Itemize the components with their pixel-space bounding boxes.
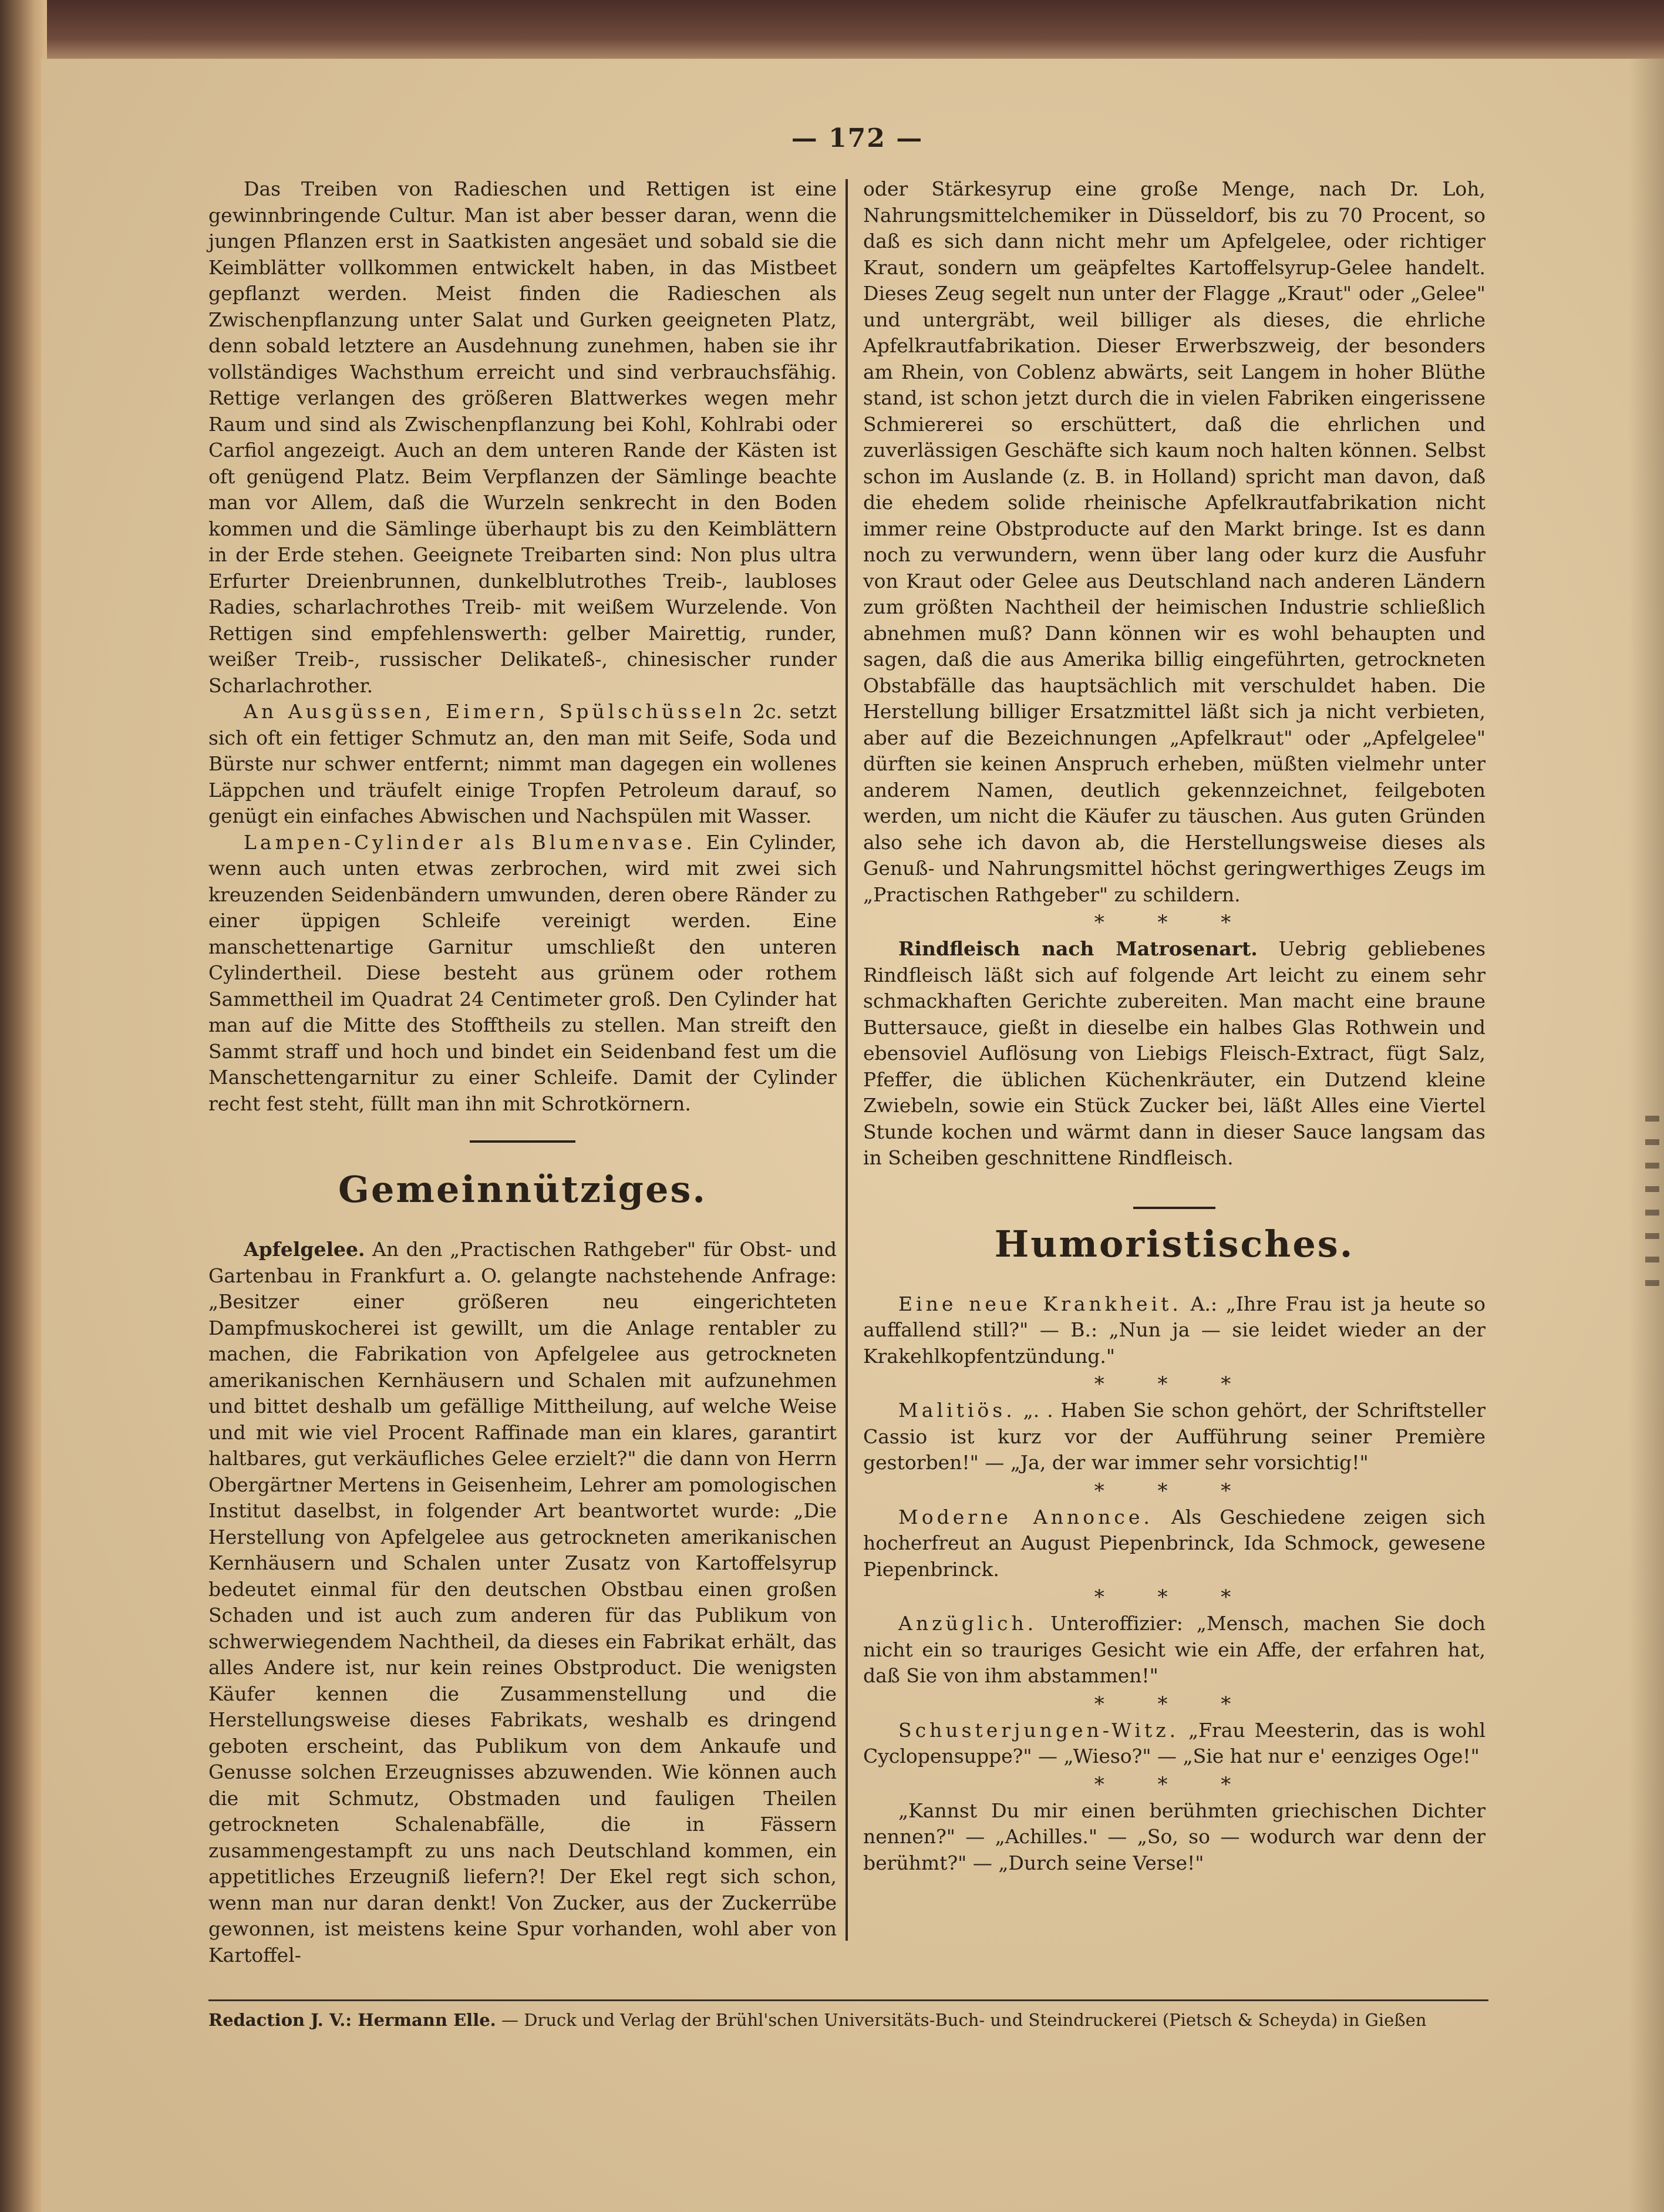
radishes-paragraph: Das Treiben von Radieschen und Rettigen ist eine gewinnbringende Cultur. Man ist aber besser daran, wenn die jungen Pflanzen erst in Saatkisten angesäet und sobald sie die Keimblätter vollkommen entwickelt haben, in das Mistbeet gepflanzt werden. Meist finden die Radieschen als Zwischenpflanzung unter Salat und Gurken geeigneten Platz, denn sobald letztere an Ausdehnung zunehmen, haben sie ihr vollständiges Wachsthum erreicht und sind verbrauchsfähig. Rettige verlangen des größeren Blattwerkes wegen mehr Raum und sind als Zwischenpflanzung bei Kohl, Kohlrabi oder Carfiol angezeigt. Auch an dem unteren Rande der Kästen ist oft genügend Platz. Beim Verpflanzen der Sämlinge beachte man vor Allem, daß die Wurzeln senkrecht in den Boden kommen und die Sämlinge überhaupt bis zu den Keimblättern in der Erde stehen. Geeignete Treibarten sind: Non plus ultra Erfurter Dreienbrunnen, dunkelblutrothes Treib-, laubloses Radies, scharlachrothes Treib- mit weißem Wurzelende. Von Rettigen sind empfehlenswerth: gelber Mairettig, runder, weißer Treib-, russischer Delikateß-, chinesischer runder Scharlachrother. (208, 177, 837, 697)
apple-jelly-heading: Apfelgelee. (244, 1238, 365, 1261)
joke-suggestive-text: Unteroffizier: „Mensch, machen Sie doch nicht ein so trauriges Gesicht wie ein Affe, der erfahren hat, daß Sie von ihm abstammen!" (863, 1612, 1486, 1687)
joke-suggestive (863, 1611, 1486, 1689)
sinks-text: 2c. setzt sich oft ein fettiger Schmutz an, den man mit Seife, Soda und Bürste nur schwer entfernt; nimmt man dagegen ein wollenes Läppchen und träufelt einige Tropfen Petroleum darauf, so genügt ein einfaches Abwischen und Nachspülen mit Wasser. (208, 700, 837, 827)
separator-stars: * * * (1094, 1585, 1255, 1609)
joke-illness-heading: Eine neue Krankheit. (898, 1292, 1182, 1315)
imprint-printer: — Druck und Verlag der Brühl'schen Universitäts-Buch- und Steindruckerei (Pietsch & Scheyda) in Gießen (496, 2010, 1427, 2030)
section-rule (470, 1140, 575, 1143)
lamp-vase-text: Ein Cylinder, wenn auch unten etwas zerbrochen, wird mit zwei sich kreuzenden Seidenbändern umwunden, deren obere Ränder zu einer üppigen Schleife vereinigt werden. Eine manschettenartige Garnitur umschließt den unteren Cylindertheil. Diese besteht aus grünem oder rothem Sammettheil im Quadrat 24 Centimeter groß. Den Cylinder hat man auf die Mitte des Stofftheils zu stellen. Man streift den Sammt straff und hoch und bindet ein Seidenband fest um die Manschettengarnitur zu einer Schleife. Damit der Cylinder recht fest steht, füllt man ihn mit Schrotkörnern. (208, 830, 837, 1115)
sinks-heading: An Ausgüssen, Eimern, Spülschüsseln (244, 700, 746, 723)
section-title-gemeinnuetziges: Gemeinnütziges. (338, 1168, 707, 1211)
beef-text: Uebrig gebliebenes Rindfleisch läßt sich auf folgende Art leicht zu einem sehr schmackhaften Gerichte zubereiten. Man macht eine braune Buttersauce, gießt in dieselbe ein halbes Glas Rothwein und ebensoviel Auflösung von Liebigs Fleisch-Extract, fügt Salz, Pfeffer, die üblichen Küchenkräuter, ein Dutzend kleine Zwiebeln, sowie ein Stück Zucker bei, läßt Alles eine Viertel Stunde kochen und wärmt dann in dieser Sauce langsam das in Scheiben geschnittene Rindfleisch. (863, 937, 1486, 1169)
separator-stars: * * * (1094, 1479, 1255, 1503)
joke-illness-text: A.: „Ihre Frau ist ja heute so auffallend still?" — B.: „Nun ja — sie leidet wieder an der Krakehlkopfentzündung." (863, 1292, 1486, 1368)
joke-suggestive-heading: Anzüglich. (898, 1612, 1038, 1635)
joke-illness (863, 1291, 1486, 1370)
separator-stars: * * * (1094, 1692, 1255, 1716)
apple-jelly-continued: oder Stärkesyrup eine große Menge, nach Dr. Loh, Nahrungsmittelchemiker in Düsseldorf, bis zu 70 Procent, so daß es sich dann nicht mehr um Apfelgelee, oder richtiger Kraut, sondern um geäpfeltes Kartoffelsyrup-Gelee handelt. Dieses Zeug segelt nun unter der Flagge „Kraut" oder „Gelee" und untergräbt, weil billiger als dieses, die ehrliche Apfelkrautfabrikation. Dieser Erwerbszweig, der besonders am Rhein, von Coblenz abwärts, seit Langem in hoher Blüthe stand, ist schon jetzt durch die in vielen Fabriken eingerissene Schmiererei so erschüttert, daß die ehrlichen und zuverlässigen Geschäfte sich kaum noch halten können. Selbst schon im Auslande (z. B. in Holland) spricht man davon, daß die ehedem solide rheinische Apfelkrautfabrikation nicht immer reine Obstproducte auf den Markt bringe. Ist es dann noch zu verwundern, wenn über lang oder kurz die Ausfuhr von Kraut oder Gelee aus Deutschland nach anderen Ländern zum größten Nachtheil der heimischen Industrie schließlich abnehmen muß? Dann können wir es wohl behaupten und sagen, daß die aus Amerika billig eingeführten, getrockneten Obstabfälle das hauptsächlich mit verschuldet haben. Die Herstellung billiger Ersatzmittel läßt sich ja nicht verbieten, aber auf die Bezeichnungen „Apfelkraut" oder „Apfelgelee" dürften sie keinen Anspruch erheben, müßten vielmehr unter anderem Namen, deutlich gekennzeichnet, feilgeboten werden, um nicht die Käufer zu täuschen. Aus guten Gründen also sehe ich davon ab, die Herstellungsweise dieses als Genuß- und Nahrungsmittel höchst geringwerthiges Zeugs im „Practischen Rathgeber" zu schildern. (863, 177, 1486, 906)
page-top-edge (23, 0, 1664, 65)
joke-announcement-text: Als Geschiedene zeigen sich hocherfreut an August Piepenbrinck, Ida Schmock, gewesene Piepenbrinck. (863, 1505, 1486, 1581)
imprint-editor: Redaction J. V.: Hermann Elle. (208, 2010, 496, 2030)
joke-cobbler (863, 1718, 1486, 1770)
separator-stars: * * * (1094, 911, 1255, 934)
joke-malicious-text: „. . Haben Sie schon gehört, der Schriftsteller Cassio ist kurz vor der Aufführung seiner Première gestorben!" — „Ja, der war immer sehr vorsichtig!" (863, 1399, 1486, 1474)
apple-jelly-text: An den „Practischen Rathgeber" für Obst- und Gartenbau in Frankfurt a. O. gelangte nachstehende Anfrage: „Besitzer einer größeren neu eingerichteten Dampfmuskocherei ist gewillt, um die Anlage rentabler zu machen, die Fabrikation von Apfelgelee aus getrockneten amerikanischen Kernhäusern und Schalen mit aufzunehmen und bittet deshalb um gefällige Mittheilung, auf welche Weise und mit wie viel Procent Raffinade man ein klares, garantirt haltbares, gut verkäufliches Gelee erzielt?" die dann von Herrn Obergärtner Mertens in Geisenheim, Lehrer am pomologischen Institut daselbst, in folgender Art beantwortet wurde: „Die Herstellung von Apfelgelee aus getrockneten amerikanischen Kernhäusern und Schalen unter Zusatz von Kartoffelsyrup bedeutet einmal für den deutschen Obstbau einen großen Schaden und ist auch zum anderen für das Publikum von schwerwiegendem Nachtheil, da dieses ein Fabrikat erhält, das alles Andere ist, nur kein reines Obstproduct. Die wenigsten Käufer kennen die Zusammenstellung und die Herstellungsweise dieses Fabrikats, weshalb es dringend geboten erscheint, das Publikum von dem Ankaufe und Genusse solchen Erzeugnisses abzuwenden. Wie können auch die mit Schmutz, Obstmaden und fauligen Theilen getrockneten Schalenabfälle, die in Fässern zusammengestampft zu uns nach Deutschland kommen, ein appetitliches Erzeugniß liefern?! Der Ekel regt sich schon, wenn man nur daran denkt! Von Zucker, aus der Zuckerrübe gewonnen, ist meistens keine Spur vorhanden, wohl aber von Kartoffel- (208, 1238, 837, 1967)
section-rule (1133, 1207, 1215, 1209)
separator-stars: * * * (1094, 1772, 1255, 1796)
beef-heading: Rindfleisch nach Matrosenart. (898, 937, 1258, 960)
section-title-humoristisches: Humoristisches. (994, 1222, 1355, 1265)
joke-announcement-heading: Moderne Annonce. (898, 1505, 1153, 1528)
book-binding (0, 0, 47, 2212)
separator-stars: * * * (1094, 1372, 1255, 1396)
lamp-vase-heading: Lampen-Cylinder als Blumenvase. (244, 830, 696, 854)
scan-ruler-marks (1645, 1116, 1659, 1292)
joke-poet: „Kannst Du mir einen berühmten griechischen Dichter nennen?" — „Achilles." — „So, so — wodurch war denn der berühmt?" — „Durch seine Verse!" (863, 1799, 1486, 1874)
apple-jelly-paragraph (208, 1237, 837, 1968)
page-number: — 172 — (791, 123, 924, 153)
joke-malicious (863, 1398, 1486, 1476)
right-column (863, 176, 1486, 1876)
column-divider (846, 179, 848, 1941)
lamp-vase-paragraph (208, 830, 837, 1117)
joke-malicious-heading: Malitiös. (898, 1399, 1016, 1422)
joke-cobbler-text: „Frau Meesterin, das is wohl Cyclopensuppe?" — „Wieso?" — „Sie hat nur e' eenziges Oge!" (863, 1718, 1486, 1767)
beef-paragraph (863, 936, 1486, 1171)
joke-cobbler-heading: Schusterjungen-Witz. (898, 1718, 1180, 1742)
sinks-paragraph (208, 699, 837, 830)
joke-announcement (863, 1504, 1486, 1583)
left-column (208, 176, 837, 1968)
imprint-footer (208, 1999, 1488, 2032)
